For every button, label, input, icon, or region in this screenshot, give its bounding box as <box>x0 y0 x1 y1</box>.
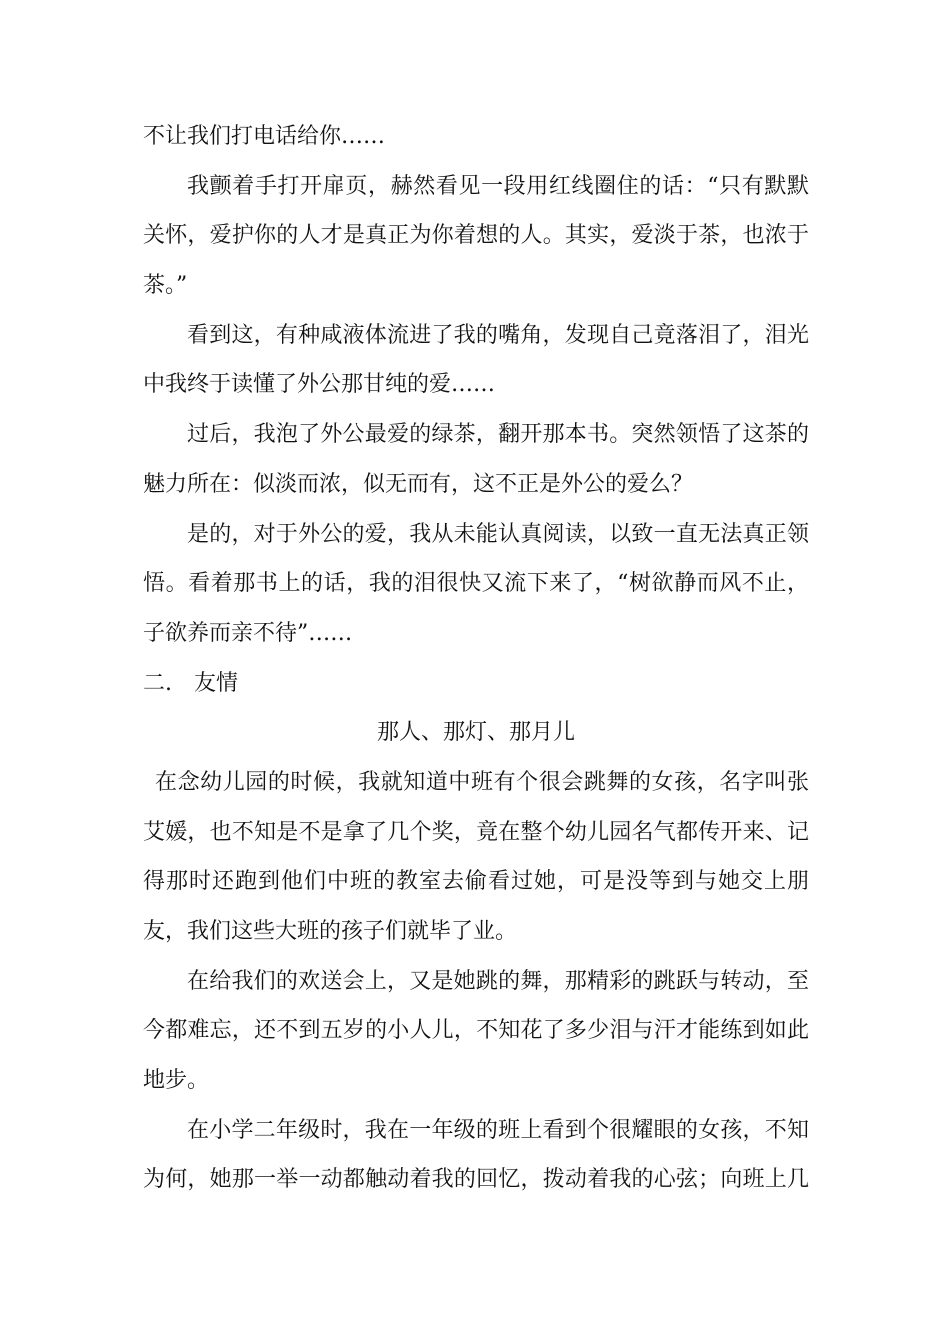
paragraph-line: 悟。看着那书上的话，我的泪很快又流下来了，“树欲静而风不止， <box>143 571 809 597</box>
paragraph-line: 友，我们这些大班的孩子们就毕了业。 <box>143 919 518 944</box>
paragraph-line: 在给我们的欢送会上，又是她跳的舞，那精彩的跳跃与转动，至 <box>187 968 809 994</box>
paragraph-line: 为何，她那一举一动都触动着我的回忆，拨动着我的心弦；向班上几 <box>143 1167 809 1193</box>
paragraph-line: 艾媛，也不知是不是拿了几个奖，竟在整个幼儿园名气都传开来、记 <box>143 819 809 845</box>
paragraph-line: 今都难忘，还不到五岁的小人儿，不知花了多少泪与汗才能练到如此 <box>143 1018 809 1044</box>
paragraph-line: 得那时还跑到他们中班的教室去偷看过她，可是没等到与她交上朋 <box>143 869 809 895</box>
paragraph-line: 我颤着手打开扉页，赫然看见一段用红线圈住的话：“只有默默 <box>187 173 809 199</box>
paragraph-line: 魅力所在：似淡而浓，似无而有，这不正是外公的爱么？ <box>143 471 694 497</box>
paragraph-line: 中我终于读懂了外公那甘纯的爱…… <box>143 372 496 398</box>
paragraph-line: 过后，我泡了外公最爱的绿茶，翻开那本书。突然领悟了这茶的 <box>187 422 809 448</box>
paragraph-line: 不让我们打电话给你…… <box>143 124 386 149</box>
paragraph-line: 在念幼儿园的时候，我就知道中班有个很会跳舞的女孩，名字叫张 <box>155 769 809 795</box>
paragraph-line: 子欲养而亲不待”…… <box>143 620 353 646</box>
article-title: 那人、那灯、那月儿 <box>376 720 575 746</box>
paragraph-line: 关怀，爱护你的人才是真正为你着想的人。其实，爱淡于茶，也浓于 <box>143 223 809 249</box>
section-heading: 二. 友情 <box>143 670 238 696</box>
paragraph-line: 看到这，有种咸液体流进了我的嘴角，发现自己竟落泪了，泪光 <box>187 322 809 348</box>
paragraph-line: 地步。 <box>143 1068 210 1094</box>
document-body <box>143 112 809 1205</box>
paragraph-line: 在小学二年级时，我在一年级的班上看到个很耀眼的女孩，不知 <box>187 1117 809 1143</box>
paragraph-line: 茶。” <box>143 273 188 299</box>
paragraph-line: 是的，对于外公的爱，我从未能认真阅读，以致一直无法真正领 <box>187 521 809 547</box>
